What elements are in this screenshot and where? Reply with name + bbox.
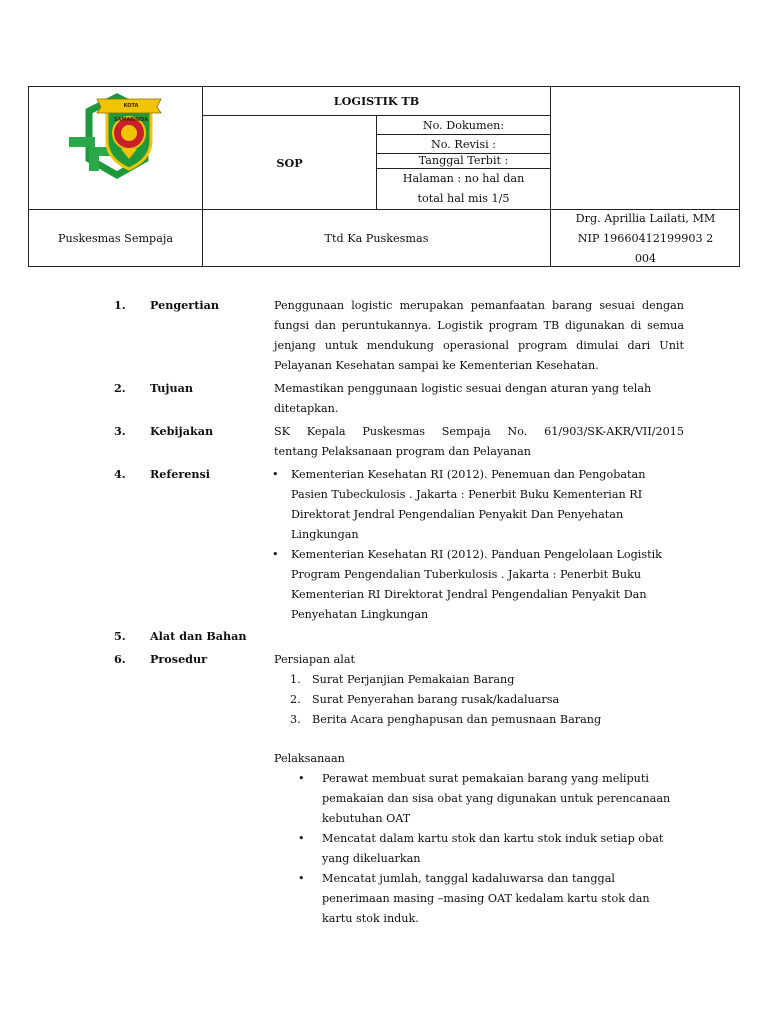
text-line: Kementerian Kesehatan RI (2012). Panduan Pengelolaan Logistik bbox=[291, 548, 662, 561]
item-number: 3. bbox=[290, 713, 301, 726]
text-line: Pasien Tubeckulosis . Jakarta : Penerbit Buku Kementerian RI bbox=[291, 488, 643, 501]
bullet-icon: • bbox=[272, 548, 279, 561]
text-line: kebutuhan OAT bbox=[322, 812, 411, 825]
list-item bbox=[274, 710, 704, 730]
pengertian-text bbox=[274, 296, 684, 376]
document-title: LOGISTIK TB bbox=[333, 94, 420, 108]
signer-name: Drg. Aprillia Lailati, MM bbox=[575, 212, 716, 225]
text-line: yang dikeluarkan bbox=[322, 852, 421, 865]
item-text: Surat Penyerahan barang rusak/kadaluarsa bbox=[312, 693, 560, 706]
section-number: 6. bbox=[114, 652, 126, 666]
prosedur-content bbox=[274, 650, 704, 929]
signer-nip: 004 bbox=[634, 252, 657, 265]
section-number: 5. bbox=[114, 629, 126, 643]
text-line: fungsi dan peruntukannya. Logistik program TB digunakan di semua bbox=[274, 319, 684, 332]
text-line: Lingkungan bbox=[291, 528, 359, 541]
text-line: Pelayanan Kesehatan sampai ke Kementerian Kesehatan. bbox=[274, 359, 599, 372]
puskesmas-name: Puskesmas Sempaja bbox=[57, 232, 174, 245]
halaman-cell bbox=[377, 169, 550, 209]
text-line: jenjang untuk mendukung operasional program dimulai dari Unit bbox=[274, 339, 684, 352]
text-line: Penggunaan logistic merupakan pemanfaatan barang sesuai dengan bbox=[274, 299, 684, 312]
text-line: pemakaian dan sisa obat yang digunakan untuk perencanaan bbox=[322, 792, 671, 805]
text-line: Kementerian RI Direktorat Jendral Pengendalian Penyakit Dan bbox=[291, 588, 647, 601]
list-item bbox=[274, 829, 688, 869]
section-number: 4. bbox=[114, 467, 126, 481]
halaman-line: total hal mis 1/5 bbox=[417, 192, 510, 205]
no-dokumen-label: No. Dokumen: bbox=[422, 118, 505, 132]
logo-banner-text: KOTA SAMARINDA bbox=[113, 103, 149, 123]
item-number: 2. bbox=[290, 693, 301, 706]
bullet-icon: • bbox=[298, 872, 305, 885]
list-item bbox=[272, 545, 682, 625]
text-line: Mencatat dalam kartu stok dan kartu stok induk setiap obat bbox=[322, 832, 664, 845]
text-line: Perawat membuat surat pemakaian barang yang meliputi bbox=[322, 772, 649, 785]
tujuan-text bbox=[274, 379, 684, 419]
kebijakan-text bbox=[274, 422, 684, 462]
text-line: penerimaan masing –masing OAT kedalam kartu stok dan bbox=[322, 892, 650, 905]
document-type: SOP bbox=[276, 155, 303, 170]
tanggal-terbit-label: Tanggal Terbit : bbox=[418, 154, 509, 167]
list-item bbox=[274, 869, 688, 929]
section-title-prosedur: Prosedur bbox=[150, 652, 208, 666]
item-text: Berita Acara penghapusan dan pemusnaan Barang bbox=[312, 713, 602, 726]
section-title-referensi: Referensi bbox=[150, 467, 211, 481]
text-line: SK Kepala Puskesmas Sempaja No. 61/903/SK-AKR/VII/2015 bbox=[274, 425, 684, 438]
item-text: Surat Perjanjian Pemakaian Barang bbox=[312, 673, 515, 686]
bullet-icon: • bbox=[298, 772, 305, 785]
section-title-alat-dan-bahan: Alat dan Bahan bbox=[150, 629, 247, 643]
text-line: tentang Pelaksanaan program dan Pelayanan bbox=[274, 445, 531, 458]
section-title-kebijakan: Kebijakan bbox=[150, 424, 214, 438]
persiapan-label: Persiapan alat bbox=[274, 653, 355, 666]
text-line: Memastikan penggunaan logistic sesuai dengan aturan yang telah bbox=[274, 382, 652, 395]
text-line: kartu stok induk. bbox=[322, 912, 419, 925]
text-line: Direktorat Jendral Pengendalian Penyakit Dan Penyehatan bbox=[291, 508, 624, 521]
puskesmas-logo bbox=[67, 89, 167, 181]
ttd-label: Ttd Ka Puskesmas bbox=[324, 232, 429, 245]
section-number: 3. bbox=[114, 424, 126, 438]
list-item bbox=[274, 769, 688, 829]
section-title-pengertian: Pengertian bbox=[150, 298, 219, 312]
text-line: ditetapkan. bbox=[274, 402, 339, 415]
list-item bbox=[272, 465, 682, 545]
referensi-list bbox=[272, 465, 682, 625]
signer-nip: NIP 19660412199903 2 bbox=[577, 232, 714, 245]
no-revisi-label: No. Revisi : bbox=[430, 137, 497, 151]
section-number: 1. bbox=[114, 298, 126, 312]
bullet-icon: • bbox=[272, 468, 279, 481]
bullet-icon: • bbox=[298, 832, 305, 845]
item-number: 1. bbox=[290, 673, 301, 686]
list-item bbox=[274, 690, 704, 710]
text-line: Penyehatan Lingkungan bbox=[291, 608, 429, 621]
text-line: Mencatat jumlah, tanggal kadaluwarsa dan tanggal bbox=[322, 872, 615, 885]
section-title-tujuan: Tujuan bbox=[150, 381, 193, 395]
section-number: 2. bbox=[114, 381, 126, 395]
halaman-line: Halaman : no hal dan bbox=[402, 172, 525, 185]
pelaksanaan-label: Pelaksanaan bbox=[274, 752, 345, 765]
text-line: Kementerian Kesehatan RI (2012). Penemuan dan Pengobatan bbox=[291, 468, 646, 481]
document-header-table bbox=[28, 86, 740, 267]
text-line: Program Pengendalian Tuberkulosis . Jakarta : Penerbit Buku bbox=[291, 568, 642, 581]
signer-cell bbox=[551, 209, 740, 267]
list-item bbox=[274, 670, 704, 690]
